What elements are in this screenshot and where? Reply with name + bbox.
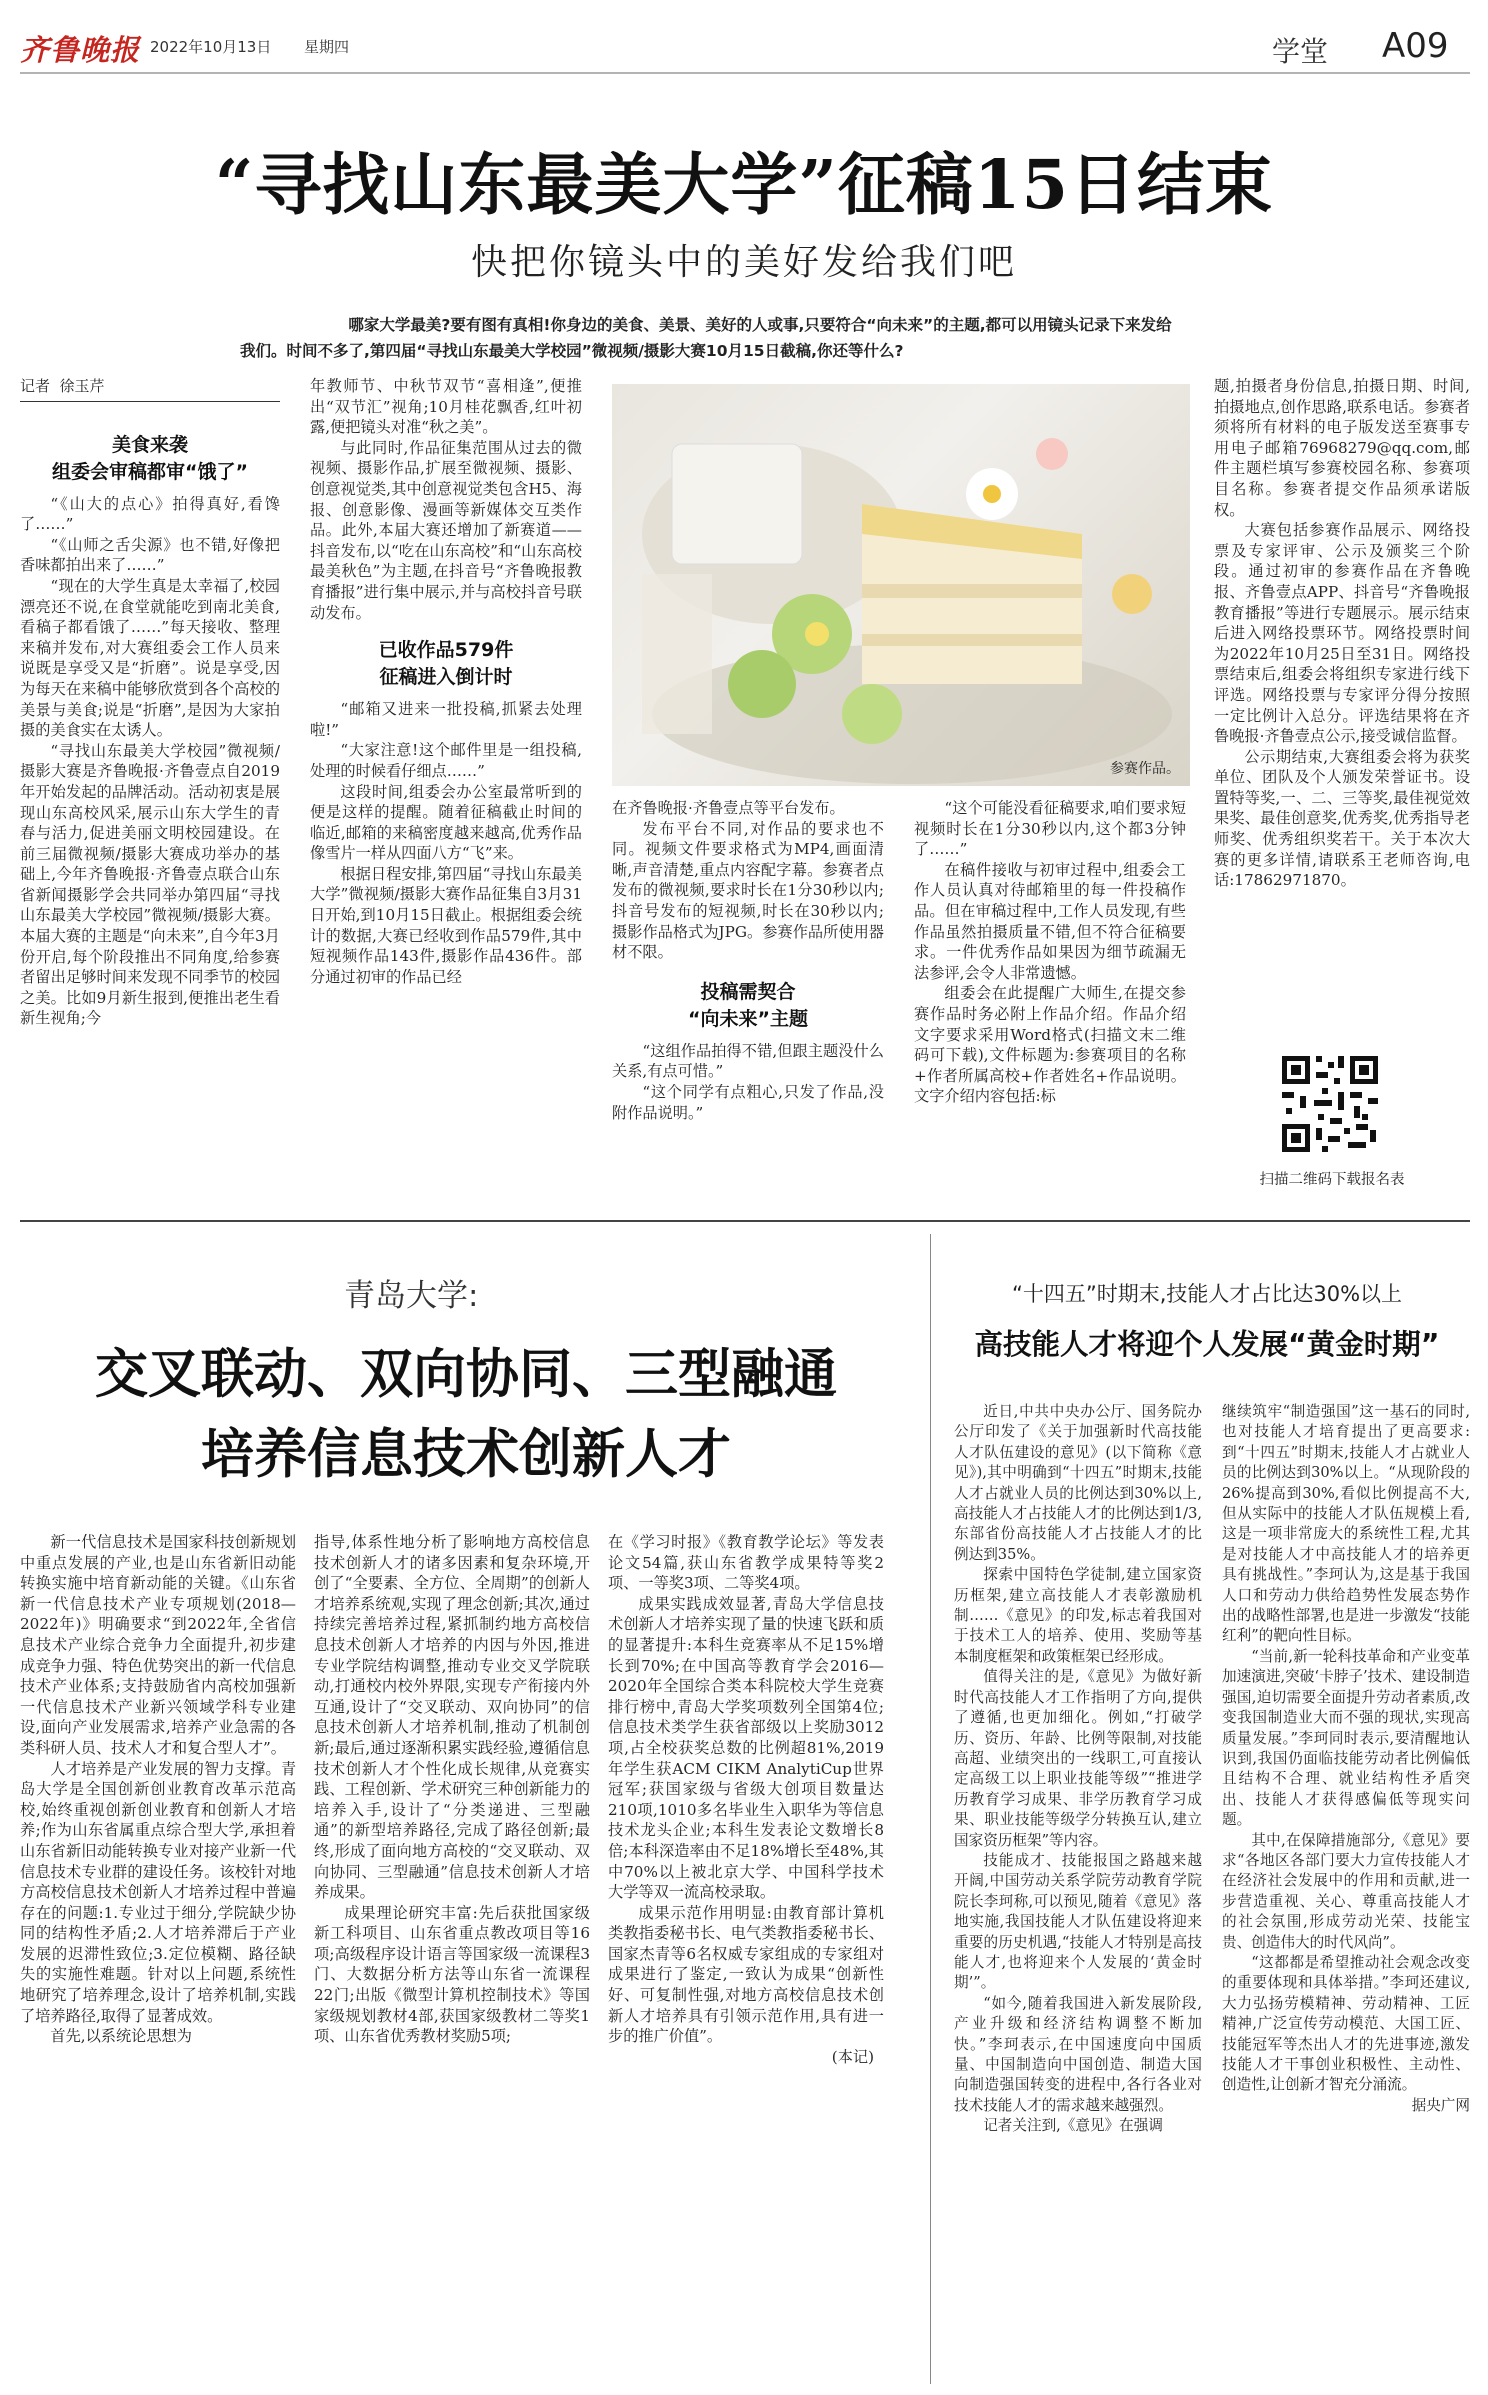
paragraph: “《山师之舌尖源》也不错,好像把香味都拍出来了……” [20,535,280,575]
paragraph: 题,拍摄者身份信息,拍摄日期、时间,拍摄地点,创作思路,联系电话。参赛者须将所有材料的电子版发送至赛事专用电子邮箱76968279@qq.com,邮件主题栏填写参赛校园名称、参赛项目名称。参赛者提交作品须承诺版权。 [1214,377,1470,519]
paragraph: 年教师节、中秋节双节“喜相逢”,便推出“双节汇”视角;10月桂花飘香,红叶初露,便把镜头对准“秋之美”。 [310,377,582,437]
header-rule [20,72,1470,74]
col1-body [20,494,280,1029]
lede-line: 哪家大学最美?要有图有真相!你身边的美食、美景、美好的人或事,只要符合“向未来”的主题,都可以用镜头记录下来发给 [348,316,1172,334]
col2-subtitle: 已收作品579件 征稿进入倒计时 [378,639,514,689]
article2-col2 [314,1532,590,2047]
page-number: A09 [1382,26,1449,66]
paragraph: 在《学习时报》《教育教学论坛》等发表论文54篇,获山东省教学成果特等奖2项、一等奖3项、二等奖4项。 [608,1533,884,1593]
paragraph: 组委会在此提醒广大师生,在提交参赛作品时务必附上作品介绍。作品介绍文字要求采用Word格式(扫描文末二维码可下载),文件标题为:参赛项目的名称+作者所属高校+作者姓名+作品说明。文字介绍内容包括:标 [914,984,1186,1106]
paragraph: 技能成才、技能报国之路越来越开阔,中国劳动关系学院劳动教育学院院长李珂称,可以预见,随着《意见》落地实施,我国技能人才队伍建设将迎来重要的历史机遇,“技能人才特别是高技能人才,也将迎来个人发展的‘黄金时期’”。 [954,1851,1202,1992]
col1-subtitle: 美食来袭 组委会审稿都审“饿了” [52,433,248,483]
paragraph: 成果实践成效显著,青岛大学信息技术创新人才培养实现了量的快速飞跃和质的显著提升:本科生竞赛率从不足15%增长到70%;在中国高等教育学会2016—2020年全国综合类本科院校大学生竞赛排行榜中,青岛大学奖项数列全国第4位;信息技术类学生获省部级以上奖励3012项,占全校获奖总数的比例超81%,2019年学生获ACM CIKM AnalytiCup世界冠军;获国家级与省级大创项目数量达210项,1010多名毕业生入职华为等信息技术龙头企业;本科生发表论文数增长8倍;本科深造率由不足18%增长至48%,其中70%以上被北京大学、中国科学技术大学等双一流高校录取。 [608,1594,884,1902]
paragraph: “当前,新一轮科技革命和产业变革加速演进,突破‘卡脖子’技术、建设制造强国,迫切需要全面提升劳动者素质,改变我国制造业大而不强的现状,实现高质量发展。”李珂同时表示,要清醒地认识到,我国仍面临技能劳动者比例偏低且结构不合理、就业结构性矛盾突出、技能人才获得感偏低等现实问题。 [1222,1647,1470,1829]
paragraph: 新一代信息技术是国家科技创新规划中重点发展的产业,也是山东省新旧动能转换实施中培育新动能的关键。《山东省新一代信息技术产业专项规划(2018—2022年)》明确要求“到2022年,全省信息技术产业综合竞争力全面提升,初步建成竞争力强、特色优势突出的新一代信息技术产业体系;支持鼓励省内高校加强新一代信息技术产业新兴领域学科专业建设,面向产业发展需求,培养产业急需的各类科研人员、技术人才和复合型人才”。 [20,1533,296,1757]
article2-col3 [608,1532,884,2067]
article1-col4 [914,798,1186,1107]
paragraph: 成果示范作用明显:由教育部计算机类教指委秘书长、电气类教指委秘书长、国家杰青等6名权威专家组成的专家组对成果进行了鉴定,一致认为成果“创新性好、可复制性强,对地方高校信息技术创新人才培养具有引领示范作用,具有进一步的推广价值”。 [608,1903,884,2046]
article3-col2 [1222,1402,1470,2116]
paragraph: “现在的大学生真是太幸福了,校园漂亮还不说,在食堂就能吃到南北美食,看稿子都看饿了……”每天接收、整理来稿并发布,对大赛组委会工作人员来说既是享受又是“折磨”。说是享受,因为每天在来稿中能够欣赏到各个高校的美景与美食;说是“折磨”,是因为大家拍摄的美食实在太诱人。 [20,576,280,740]
paragraph: 根据日程安排,第四届“寻找山东最美大学”微视频/摄影大赛作品征集自3月31日开始,到10月15日截止。根据组委会统计的数据,大赛已经收到作品579件,其中短视频作品143件,摄影作品436件。部分通过初审的作品已经 [310,864,582,986]
paragraph: 首先,以系统论思想为 [50,2027,192,2046]
paragraph: “邮箱又进来一批投稿,抓紧去处理啦!” [310,700,582,739]
paragraph: “这个同学有点粗心,只发了作品,没附作品说明。” [612,1082,884,1122]
article1-subhead: 快把你镜头中的美好发给我们吧 [470,242,1017,283]
paragraph: “如今,随着我国进入新发展阶段,产业升级和经济结构调整不断加快。”李珂表示,在中国速度向中国质量、中国制造向中国创造、制造大国向制造强国转变的进程中,各行各业对技术技能人才的需求越来越强烈。 [954,1994,1202,2114]
column-divider [930,1234,931,2384]
article2-col1 [20,1532,296,2047]
section-divider [20,1220,1470,1222]
paragraph: 值得关注的是,《意见》为做好新时代高技能人才工作指明了方向,提供了遵循,也更加细化。例如,“打破学历、资历、年龄、比例等限制,对技能高超、业绩突出的一线职工,可直接认定高级工以上职业技能等级”“推进学历教育学习成果、非学历教育学习成果、职业技能等级学分转换互认,建立国家资历框架”等内容。 [954,1668,1202,1849]
paragraph: “《山大的点心》拍得真好,看馋了……” [20,494,280,534]
paragraph: 其中,在保障措施部分,《意见》要求“各地区各部门要大力宣传技能人才在经济社会发展中的作用和贡献,进一步营造重视、关心、尊重高技能人才的社会氛围,形成劳动光荣、技能宝贵、创造伟大的时代风尚”。 [1222,1831,1470,1951]
article3-col1 [954,1402,1202,2137]
article2-headline-line2: 培养信息技术创新人才 [201,1423,731,1485]
article1-headline: “寻找山东最美大学”征稿15日结束 [214,145,1274,224]
paragraph: 近日,中共中央办公厅、国务院办公厅印发了《关于加强新时代高技能人才队伍建设的意见》(以下简称《意见》),其中明确到“十四五”时期末,技能人才占就业人员的比例达到30%以上,高技能人才占技能人才的比例达到1/3,东部省份高技能人才占技能人才的比例达到35%。 [954,1403,1202,1563]
paragraph: 大赛包括参赛作品展示、网络投票及专家评审、公示及颁奖三个阶段。通过初审的参赛作品在齐鲁晚报、齐鲁壹点APP、抖音号“齐鲁晚报教育播报”等进行专题展示。展示结束后进入网络投票环节。网络投票时间为2022年10月25日至31日。网络投票结束后,组委会将组织专家进行线下评选。网络投票与专家评分得分按照一定比例计入总分。评选结果将在齐鲁晚报·齐鲁壹点公示,接受诚信监督。 [1214,521,1470,746]
paragraph: “大家注意!这个邮件里是一组投稿,处理的时候看仔细点……” [310,741,582,780]
paragraph: 人才培养是产业发展的智力支撑。青岛大学是全国创新创业教育改革示范高校,始终重视创新创业教育和创新人才培养;作为山东省属重点综合型大学,承担着山东省新旧动能转换专业对接产业新一代信息技术专业群的建设任务。该校针对地方高校信息技术创新人才培养过程中普遍存在的问题:1.专业过于细分,学院缺少协同的结构性矛盾;2.人才培养滞后于产业发展的迟滞性致位;3.定位模糊、路径缺失的实施性难题。针对以上问题,系统性地研究了培养理念,设计了培养机制,实践了培养路径,取得了显著成效。 [20,1759,296,2025]
article1-lede [240,312,1280,364]
dessert-photo [612,384,1190,786]
qr-code-icon [1278,1052,1382,1156]
issue-date: 2022年10月13日 [150,38,272,56]
paragraph: 公示期结束,大赛组委会将为获奖单位、团队及个人颁发荣誉证书。设置特等奖,一、二、三等奖,最佳视觉效果奖、最佳创意奖,优秀奖,优秀指导老师奖、优秀组织奖若干。关于本次大赛的更多详情,请联系王老师咨询,电话:17862971870。 [1214,747,1470,890]
paragraph: “这都都是希望推动社会观念改变的重要体现和具体举措。”李珂还建议,大力弘扬劳模精神、劳动精神、工匠精神,广泛宣传劳动模范、大国工匠、技能冠军等杰出人才的先进事迹,激发技能人才干事创业积极性、主动性、创造性,让创新才智充分涌流。 [1222,1953,1470,2094]
section-name: 学堂 [1272,35,1329,68]
article3-kicker: “十四五”时期末,技能人才占比达30%以上 [1011,1282,1403,1306]
paragraph: 继续筑牢“制造强国”这一基石的同时,也对技能人才培育提出了更高要求:到“十四五”时期末,技能人才占就业人员的比例达到30%以上。“从现阶段的26%提高到30%,看似比例提高不大,但从实际中的技能人才队伍规模上看,这是一项非常庞大的系统性工程,尤其是对技能人才中高技能人才的培养更具有挑战性。”李珂认为,这是基于我国人口和劳动力供给趋势性发展态势作出的战略性部署,也是进一步激发“技能红利”的靶向性目标。 [1222,1403,1470,1645]
photo-caption: 参赛作品。 [1110,761,1180,777]
article2-headline-line1: 交叉联动、双向协同、三型融通 [95,1343,837,1405]
paragraph: 与此同时,作品征集范围从过去的微视频、摄影作品,扩展至微视频、摄影、创意视觉类,其中创意视觉类包含H5、海报、创意影像、漫画等新媒体交互类作品。此外,本届大赛还增加了新赛道——抖音发布,以“吃在山东高校”和“山东高校最美秋色”为主题,在抖音号“齐鲁晚报教育播报”进行集中展示,并与高校抖音号联动发布。 [310,438,582,622]
byline: 记者 徐玉芹 [20,376,280,402]
article1-col5 [1214,376,1470,891]
paragraph: 这段时间,组委会办公室最常听到的便是这样的提醒。随着征稿截止时间的临近,邮箱的来稿密度越来越高,优秀作品像雪片一样从四面八方“飞”来。 [310,782,582,863]
article1-col3 [612,798,884,1123]
end-note: (本记) [831,2047,874,2066]
paragraph: 发布平台不同,对作品的要求也不同。视频文件要求格式为MP4,画面清晰,声音清楚,重点内容配字幕。参赛者点发布的微视频,要求时长在1分30秒以内;抖音号发布的短视频,时长在30秒以内;摄影作品格式为JPG。参赛作品所使用器材不限。 [612,819,884,962]
paragraph: 指导,体系性地分析了影响地方高校信息技术创新人才的诸多因素和复杂环境,开创了“全要素、全方位、全周期”的创新人才培养系统观,实现了理念创新;其次,通过持续完善培养过程,紧抓制约地方高校信息技术创新人才培养的内因与外因,推进专业学院结构调整,推动专业交叉学院联动,打通校内校外界限,实现专产衔接内外互通,设计了“交叉联动、双向协同”的信息技术创新人才培养机制,推动了机制创新;最后,通过逐渐积累实践经验,遵循信息技术创新人才个性化成长规律,从竞赛实践、工程创新、学术研究三种创新能力的培养入手,设计了“分类递进、三型融通”的新型培养路径,完成了路径创新;最终,形成了面向地方高校的“交叉联动、双向协同、三型融通”信息技术创新人才培养成果。 [314,1533,590,1902]
paragraph: 成果理论研究丰富:先后获批国家级新工科项目、山东省重点教改项目等16项;高级程序设计语言等国家级一流课程3门、大数据分析方法等山东省一流课程22门;出版《微型计算机控制技术》等国家级规划教材4部,获国家级教材二等奖1项、山东省优秀教材奖励5项; [314,1903,590,2046]
dessert-illustration [612,384,1190,786]
paragraph: 在齐鲁晚报·齐鲁壹点等平台发布。 [612,799,845,817]
article2-kicker: 青岛大学: [344,1278,479,1314]
source-credit: 据央广网 [1411,2096,1470,2114]
masthead-logo: 齐鲁晚报 [20,33,141,67]
col3-subtitle: 投稿需契合 “向未来”主题 [688,980,808,1030]
paragraph: “这个可能没看征稿要求,咱们要求短视频时长在1分30秒以内,这个都3分钟了……” [914,799,1186,859]
article1-col2 [310,376,582,987]
article3-headline: 高技能人才将迎个人发展“黄金时期” [974,1328,1440,1361]
lede-line: 我们。时间不多了,第四届“寻找山东最美大学校园”微视频/摄影大赛10月15日截稿,你还等什么? [240,342,904,360]
issue-weekday: 星期四 [304,38,350,56]
paragraph: “寻找山东最美大学校园”微视频/摄影大赛是齐鲁晚报·齐鲁壹点自2019年开始发起的品牌活动。活动初衷是展现山东高校风采,展示山东大学生的青春与活力,促进美丽文明校园建设。在前三届微视频/摄影大赛成功举办的基础上,今年齐鲁晚报·齐鲁壹点联合山东省新闻摄影学会共同举办第四届“寻找山东最美大学校园”微视频/摄影大赛。本届大赛的主题是“向未来”,自今年3月份开启,每个阶段推出不同角度,给参赛者留出足够时间来发现不同季节的校园之美。比如9月新生报到,便推出老生看新生视角;今 [20,741,280,1028]
qr-caption: 扫描二维码下载报名表 [1259,1172,1405,1188]
paragraph: 记者关注到,《意见》在强调 [983,2117,1163,2135]
article1-col1 [20,376,280,1029]
paragraph: 探索中国特色学徒制,建立国家资历框架,建立高技能人才表彰激励机制……《意见》的印发,标志着我国对于技术工人的培养、使用、奖励等基本制度框架和政策框架已经形成。 [954,1566,1202,1665]
paragraph: “这组作品拍得不错,但跟主题没什么关系,有点可惜。” [612,1041,884,1081]
paragraph: 在稿件接收与初审过程中,组委会工作人员认真对待邮箱里的每一件投稿作品。但在审稿过程中,工作人员发现,有些作品虽然拍摄质量不错,但不符合征稿要求。一件优秀作品如果因为细节疏漏无法参评,会令人非常遗憾。 [914,860,1186,982]
